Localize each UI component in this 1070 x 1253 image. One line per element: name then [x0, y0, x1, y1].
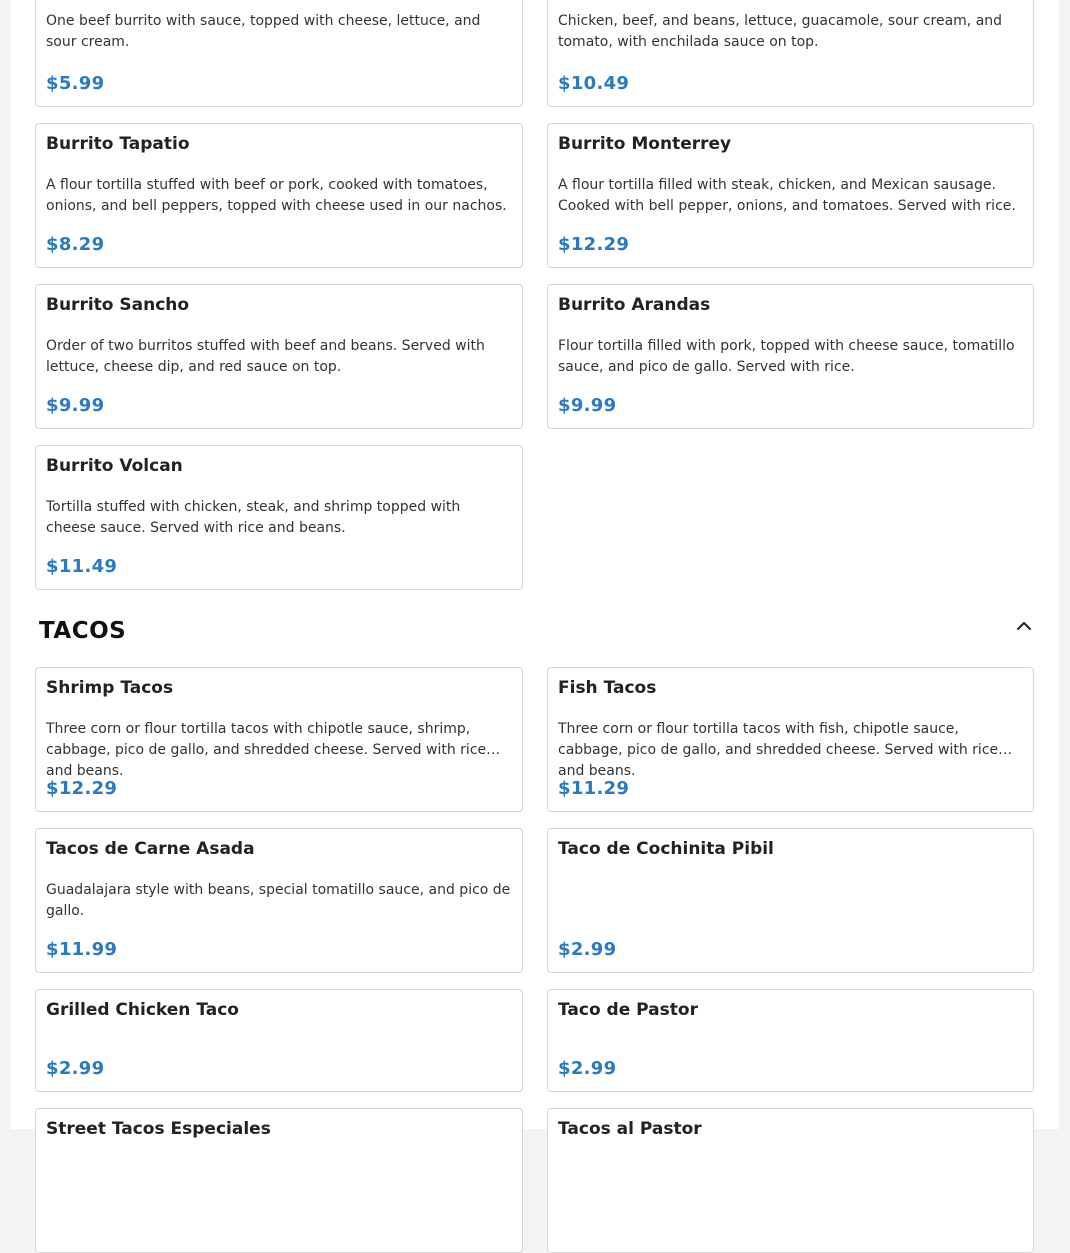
- item-name: Burrito Arandas: [558, 295, 711, 315]
- menu-item-card[interactable]: [547, 284, 1034, 429]
- menu-item-card[interactable]: [547, 667, 1034, 812]
- chevron-up-icon[interactable]: [1014, 616, 1034, 636]
- menu-item-card[interactable]: [35, 667, 523, 812]
- menu-item-card[interactable]: [35, 284, 523, 429]
- item-description: A flour tortilla stuffed with beef or pork, cooked with tomatoes, onions, and bell peppers, topped with cheese used in our nachos.: [46, 177, 507, 214]
- item-name: Grilled Chicken Taco: [46, 1000, 239, 1020]
- tacos-section-header[interactable]: [39, 612, 1034, 652]
- menu-item-card[interactable]: [547, 828, 1034, 973]
- item-description: Flour tortilla filled with pork, topped with cheese sauce, tomatillo sauce, and pico de gallo. Served with rice.: [558, 338, 1015, 375]
- item-description: Order of two burritos stuffed with beef and beans. Served with lettuce, cheese dip, and red sauce on top.: [46, 338, 485, 375]
- item-description: Guadalajara style with beans, special tomatillo sauce, and pico de gallo.: [46, 882, 511, 919]
- item-name: Taco de Pastor: [558, 1000, 698, 1020]
- menu-item-card[interactable]: [35, 0, 523, 107]
- tacos-grid: [35, 667, 1034, 1253]
- menu-item-card[interactable]: [35, 989, 523, 1092]
- item-name: Tacos al Pastor: [558, 1119, 702, 1139]
- item-name: Tacos de Carne Asada: [46, 839, 255, 859]
- item-name: Burrito Tapatio: [46, 134, 190, 154]
- item-description: Chicken, beef, and beans, lettuce, guacamole, sour cream, and tomato, with enchilada sauce on top.: [558, 13, 1003, 50]
- menu-item-card[interactable]: [35, 123, 523, 268]
- item-price: $9.99: [46, 395, 105, 416]
- item-name: Burrito Monterrey: [558, 134, 732, 154]
- item-description: Tortilla stuffed with chicken, steak, and shrimp topped with cheese sauce. Served with rice and beans.: [46, 499, 461, 536]
- item-name: Taco de Cochinita Pibil: [558, 839, 774, 859]
- menu-item-card[interactable]: [547, 1108, 1034, 1253]
- menu-item-card[interactable]: [35, 828, 523, 973]
- item-price: $11.29: [558, 778, 630, 799]
- section-title: TACOS: [39, 618, 127, 644]
- burritos-grid: [35, 0, 1034, 590]
- item-description: Three corn or flour tortilla tacos with fish, chipotle sauce, cabbage, pico de gallo, and shredded cheese. Served with rice and beans.: [558, 721, 999, 779]
- item-name: Shrimp Tacos: [46, 678, 174, 698]
- menu-item-card[interactable]: [547, 123, 1034, 268]
- menu-item-card[interactable]: [547, 989, 1034, 1092]
- menu-item-card[interactable]: [35, 445, 523, 590]
- item-price: $11.99: [46, 939, 118, 960]
- item-price: $9.99: [558, 395, 617, 416]
- item-name: Street Tacos Especiales: [46, 1119, 271, 1139]
- item-price: $5.99: [46, 73, 105, 94]
- item-name: Burrito Sancho: [46, 295, 190, 315]
- item-description: One beef burrito with sauce, topped with cheese, lettuce, and sour cream.: [46, 13, 481, 50]
- menu-item-card[interactable]: [35, 1108, 523, 1253]
- item-price: $11.49: [46, 556, 118, 577]
- item-price: $2.99: [46, 1058, 105, 1079]
- item-name: Fish Tacos: [558, 678, 657, 698]
- item-price: $2.99: [558, 939, 617, 960]
- item-price: $12.29: [46, 778, 118, 799]
- item-price: $12.29: [558, 234, 630, 255]
- item-price: $2.99: [558, 1058, 617, 1079]
- menu-item-card[interactable]: [547, 0, 1034, 107]
- item-price: $8.29: [46, 234, 105, 255]
- item-description: A flour tortilla filled with steak, chicken, and Mexican sausage. Cooked with bell pepper, onions, and tomatoes. Served with rice.: [558, 177, 1016, 214]
- item-name: Burrito Volcan: [46, 456, 183, 476]
- item-description: Three corn or flour tortilla tacos with chipotle sauce, shrimp, cabbage, pico de gallo, and shredded cheese. Served with rice and beans.: [46, 721, 487, 779]
- menu-page: [11, 0, 1059, 1139]
- item-price: $10.49: [558, 73, 630, 94]
